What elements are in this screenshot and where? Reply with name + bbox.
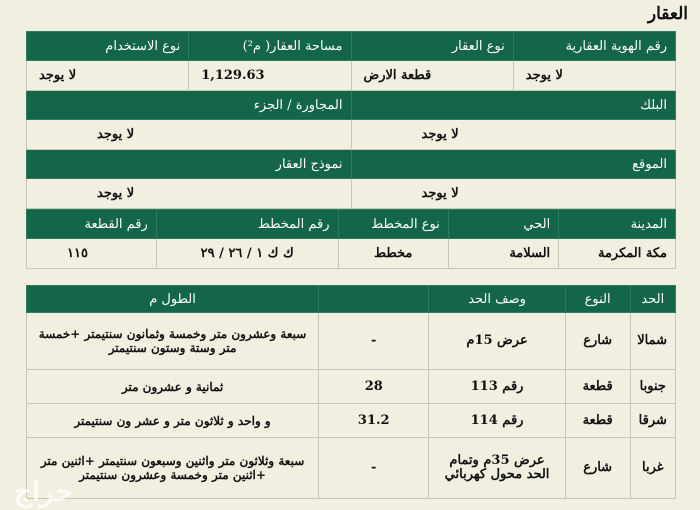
side-cell: شمالا: [630, 313, 675, 370]
desc-cell: رقم 113: [429, 370, 565, 404]
num-cell: -: [319, 313, 429, 370]
num-cell: 31.2: [319, 404, 429, 438]
side-cell: جنوبا: [630, 370, 675, 404]
table-row: [27, 370, 676, 404]
property-header-row-1: [27, 32, 676, 61]
plan-header-row: [27, 210, 676, 239]
value-district: السلامة: [448, 239, 558, 269]
num-cell: 28: [319, 370, 429, 404]
value-property-type: قطعة الارض: [351, 61, 513, 91]
header-property-type: نوع العقار: [351, 32, 513, 61]
length-cell: سبعة وعشرون متر وخمسة وثمانون سنتيمتر +خمسة متر وستة وستون سنتيمتر: [27, 313, 319, 370]
value-location: لا يوجد: [351, 179, 676, 209]
header-length: الطول م: [27, 286, 319, 313]
header-block: البلك: [351, 91, 676, 120]
value-property-model: لا يوجد: [27, 179, 352, 209]
type-cell: شارع: [565, 438, 630, 499]
header-city: المدينة: [559, 210, 676, 239]
value-property-id: لا يوجد: [513, 61, 675, 91]
desc-cell: رقم 114: [429, 404, 565, 438]
type-cell: قطعة: [565, 370, 630, 404]
header-description: وصف الحد: [429, 286, 565, 313]
desc-cell: عرض 15م: [429, 313, 565, 370]
value-city: مكة المكرمة: [559, 239, 676, 269]
header-district: الحي: [448, 210, 558, 239]
property-header-row-3: [27, 150, 676, 179]
property-header-row-2: [27, 91, 676, 120]
plan-value-row: [27, 239, 676, 269]
type-cell: شارع: [565, 313, 630, 370]
desc-cell: عرض 35م وتمام الحد محول كهربائي: [429, 438, 565, 499]
property-value-row-2: [27, 120, 676, 150]
value-plan-type: مخطط: [338, 239, 448, 269]
limits-header-row: [27, 286, 676, 313]
value-property-area: 1,129.63: [189, 61, 351, 91]
value-neighborhood-part: لا يوجد: [27, 120, 352, 150]
num-cell: -: [319, 438, 429, 499]
table-row: [27, 404, 676, 438]
value-usage-type: لا يوجد: [27, 61, 189, 91]
table-row: [27, 313, 676, 370]
property-value-row-1: [27, 61, 676, 91]
header-usage-type: نوع الاستخدام: [27, 32, 189, 61]
side-cell: شرقا: [630, 404, 675, 438]
header-plan-number: رقم المخطط: [156, 210, 338, 239]
header-plan-type: نوع المخطط: [338, 210, 448, 239]
length-cell: ثمانية و عشرون متر: [27, 370, 319, 404]
header-side: الحد: [630, 286, 675, 313]
length-cell: و واحد و ثلاثون متر و عشر ون سنتيمتر: [27, 404, 319, 438]
watermark-logo: حراج: [14, 475, 73, 508]
length-cell: سبعة وثلاثون متر واثنين وسبعون سنتيمتر +اثنين متر +اثنين متر وخمسة وعشرون سنتيمتر: [27, 438, 319, 499]
limits-table: [26, 285, 676, 499]
value-block: لا يوجد: [351, 120, 676, 150]
header-plot-number: رقم القطعة: [27, 210, 157, 239]
value-plot-number: ١١٥: [27, 239, 157, 269]
value-plan-number: ك ك ١ / ٢٦ / ٢٩: [156, 239, 338, 269]
table-row: [27, 438, 676, 499]
property-table: [26, 31, 676, 209]
header-neighborhood-part: المجاورة / الجزء: [27, 91, 352, 120]
header-type: النوع: [565, 286, 630, 313]
type-cell: قطعة: [565, 404, 630, 438]
header-property-area: مساحة العقار( م²): [189, 32, 351, 61]
header-property-model: نموذج العقار: [27, 150, 352, 179]
side-cell: غربا: [630, 438, 675, 499]
header-location: الموقع: [351, 150, 676, 179]
page-title: العقار: [647, 4, 688, 24]
header-number: [319, 286, 429, 313]
plan-table: [26, 209, 676, 269]
property-value-row-3: [27, 179, 676, 209]
header-property-id: رقم الهوية العقارية: [513, 32, 675, 61]
